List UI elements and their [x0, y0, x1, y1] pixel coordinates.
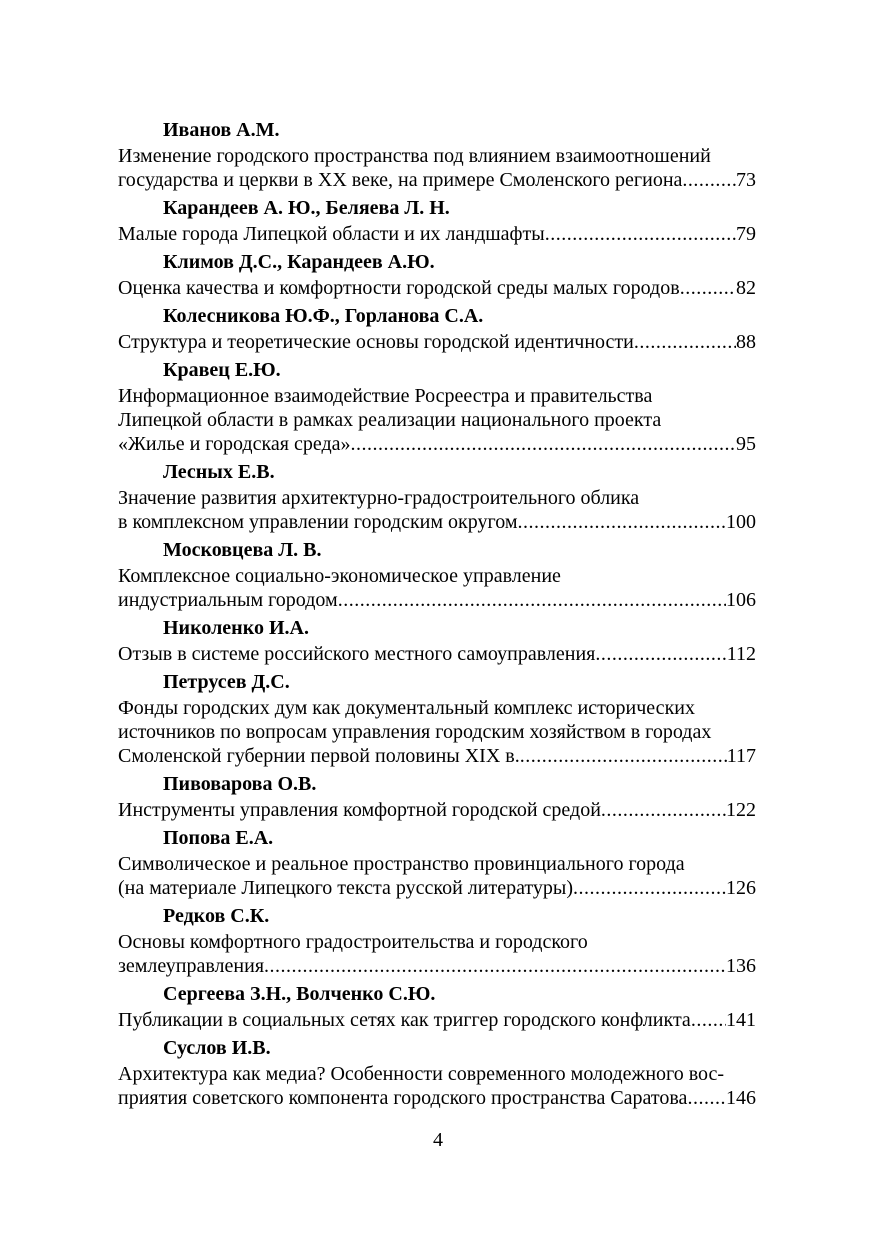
entry-title-end: индустриальным городом [118, 589, 338, 611]
entry-last-line [118, 222, 756, 246]
entry-last-line [118, 876, 756, 900]
entry-page-number: 146 [726, 1087, 756, 1109]
dot-leader [338, 588, 726, 612]
dot-leader [634, 330, 736, 354]
entry-title-line: Значение развития архитектурно-градостроительного облика [118, 487, 640, 509]
entry-author: Сергеева З.Н., Волченко С.Ю. [163, 983, 436, 1005]
toc-entry [118, 538, 756, 612]
entry-last-line [118, 510, 756, 534]
entry-last-line [118, 798, 756, 822]
toc-entry [118, 118, 756, 192]
entry-last-line [118, 642, 756, 666]
entry-page-number: 106 [726, 589, 756, 611]
toc-entry [118, 904, 756, 978]
dot-leader [691, 1008, 726, 1032]
dot-leader [601, 798, 726, 822]
entry-title-line: Основы комфортного градостроительства и городского [118, 931, 588, 953]
toc-entry [118, 460, 756, 534]
entry-title-end: Смоленской губернии первой половины XIX в. [118, 745, 520, 767]
dot-leader [351, 432, 736, 456]
entry-title-line: Символическое и реальное пространство провинциального города [118, 853, 685, 875]
entry-last-line [118, 1086, 756, 1110]
dot-leader [545, 222, 736, 246]
toc-entry [118, 772, 756, 822]
entry-last-line [118, 330, 756, 354]
entry-author: Пивоварова О.В. [163, 773, 317, 795]
entry-page-number: 126 [726, 877, 756, 899]
entry-title-line: Изменение городского пространства под влиянием взаимоотношений [118, 145, 711, 167]
entry-title-end: Оценка качества и комфортности городской среды малых городов [118, 277, 680, 299]
entry-page-number: 88 [736, 331, 756, 353]
entry-author: Суслов И.В. [163, 1037, 271, 1059]
entry-page-number: 73 [736, 169, 756, 191]
entry-title-line: Фонды городских дум как документальный комплекс исторических [118, 697, 695, 719]
entry-title-line: Архитектура как медиа? Особенности современного молодежного вос- [118, 1063, 725, 1085]
entry-author: Петрусев Д.С. [163, 671, 290, 693]
dot-leader [264, 954, 726, 978]
entry-author: Редков С.К. [163, 905, 270, 927]
toc-entry [118, 196, 756, 246]
entry-title-end: землеуправления [118, 955, 265, 977]
dot-leader [595, 642, 726, 666]
entry-title-end: Публикации в социальных сетях как триггер городского конфликта [118, 1009, 691, 1031]
entry-title-end: Структура и теоретические основы городской идентичности [118, 331, 634, 353]
entry-page-number: 79 [736, 223, 756, 245]
dot-leader [517, 510, 726, 534]
dot-leader [520, 744, 727, 768]
entry-author: Климов Д.С., Карандеев А.Ю. [163, 251, 435, 273]
entry-last-line [118, 276, 756, 300]
entry-title-end: Инструменты управления комфортной городской средой [118, 799, 601, 821]
entry-last-line [118, 1008, 756, 1032]
entry-page-number: 136 [726, 955, 756, 977]
entry-last-line [118, 168, 756, 192]
toc-entry [118, 826, 756, 900]
entry-author: Кравец Е.Ю. [163, 359, 281, 381]
table-of-contents [118, 118, 756, 1110]
entry-page-number: 112 [726, 643, 756, 665]
entry-page-number: 100 [726, 511, 756, 533]
entry-author: Иванов А.М. [163, 119, 280, 141]
entry-title-end: в комплексном управлении городским округом [118, 511, 518, 533]
entry-last-line [118, 954, 756, 978]
entry-title-line: Комплексное социально-экономическое управление [118, 565, 561, 587]
dot-leader [687, 1086, 726, 1110]
entry-page-number: 95 [736, 433, 756, 455]
entry-last-line [118, 432, 756, 456]
entry-title-end: «Жилье и городская среда» [118, 433, 351, 455]
entry-title-end: государства и церкви в XX веке, на примере Смоленского региона [118, 169, 683, 191]
entry-page-number: 141 [726, 1009, 756, 1031]
toc-entry [118, 250, 756, 300]
dot-leader [680, 276, 736, 300]
entry-last-line [118, 744, 756, 768]
toc-entry [118, 670, 756, 768]
entry-title-end: Отзыв в системе российского местного самоуправления [118, 643, 596, 665]
entry-title-end: (на материале Липецкого текста русской литературы) [118, 877, 574, 899]
toc-entry [118, 982, 756, 1032]
page-number: 4 [433, 1129, 443, 1151]
entry-last-line [118, 588, 756, 612]
entry-page-number: 82 [736, 277, 756, 299]
entry-title-line: источников по вопросам управления городским хозяйством в городах [118, 721, 712, 743]
toc-entry [118, 616, 756, 666]
entry-title-end: Малые города Липецкой области и их ландшафты [118, 223, 545, 245]
entry-author: Колесникова Ю.Ф., Горланова С.А. [163, 305, 484, 327]
entry-page-number: 122 [726, 799, 756, 821]
toc-entry [118, 1036, 756, 1110]
entry-author: Попова Е.А. [163, 827, 274, 849]
toc-entry [118, 304, 756, 354]
dot-leader [573, 876, 726, 900]
entry-title-end: приятия советского компонента городского пространства Саратова [118, 1087, 688, 1109]
entry-page-number: 117 [726, 745, 756, 767]
entry-author: Московцева Л. В. [163, 539, 322, 561]
entry-author: Лесных Е.В. [163, 461, 275, 483]
entry-title-line: Липецкой области в рамках реализации национального проекта [118, 409, 662, 431]
entry-title-line: Информационное взаимодействие Росреестра и правительства [118, 385, 653, 407]
entry-author: Карандеев А. Ю., Беляева Л. Н. [163, 197, 450, 219]
dot-leader [682, 168, 736, 192]
entry-author: Николенко И.А. [163, 617, 309, 639]
toc-entry [118, 358, 756, 456]
